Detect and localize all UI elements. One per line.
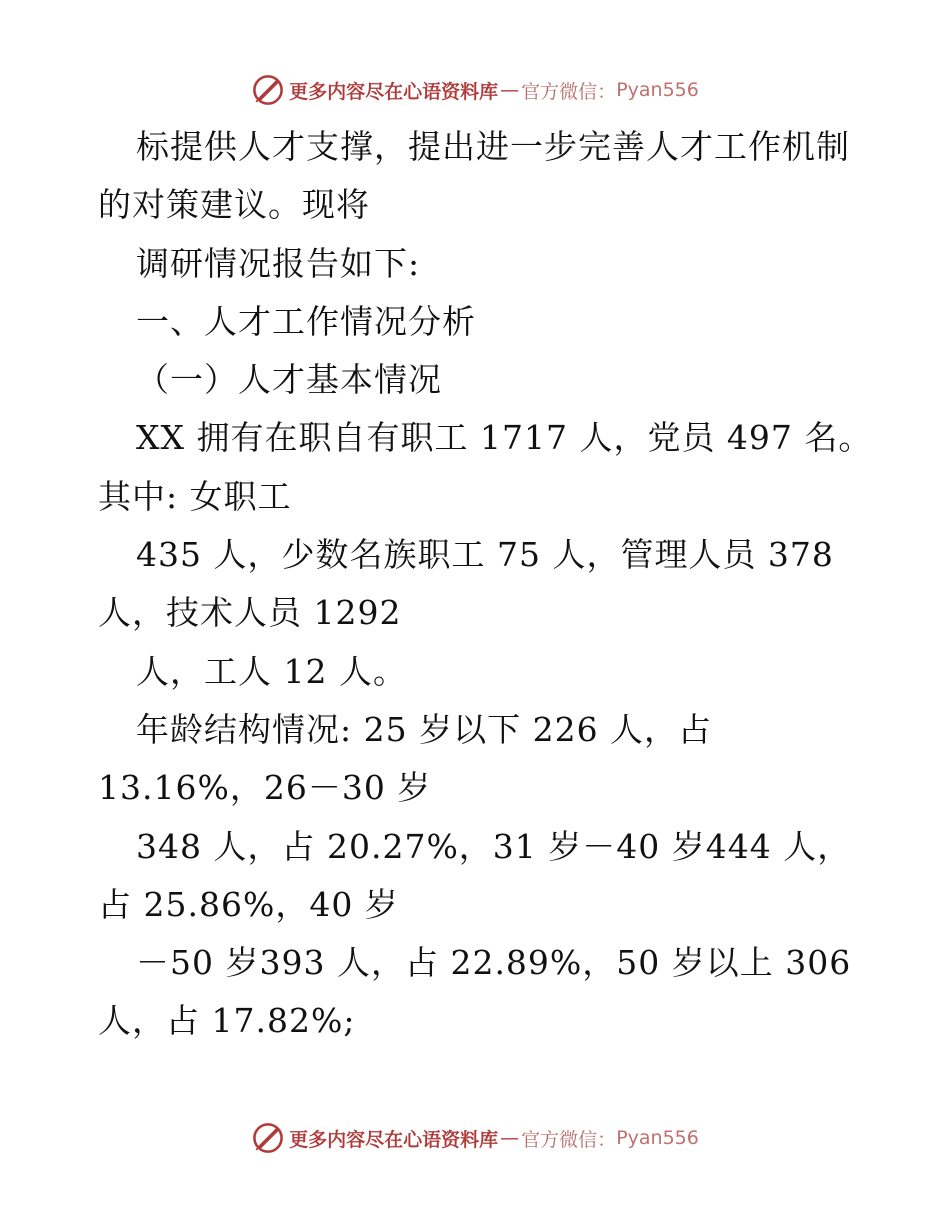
watermark-wechat-id: Pyan556: [616, 1127, 699, 1149]
watermark-dash: —: [500, 79, 520, 101]
body-line: 年龄结构情况: 25 岁以下 226 人，占: [136, 709, 713, 749]
document-body: [98, 118, 888, 1051]
body-line: 其中: 女职工: [98, 476, 292, 516]
watermark-wechat-id: Pyan556: [616, 79, 699, 101]
section-heading: 一、人才工作情况分析: [136, 301, 476, 341]
quill-logo-icon: [251, 73, 285, 107]
body-line: －50 岁393 人，占 22.89%，50 岁以上 306: [136, 943, 852, 983]
watermark-dash: —: [500, 1127, 520, 1149]
body-line: 人，占 17.82%;: [98, 1001, 356, 1041]
body-line: 人，技术人员 1292: [98, 593, 402, 633]
body-line: 13.16%，26－30 岁: [98, 768, 432, 808]
watermark-site-name: 更多内容尽在心语资料库: [289, 80, 499, 103]
body-line: XX 拥有在职自有职工 1717 人，党员 497 名。: [136, 418, 873, 458]
watermark-wechat-label: 官方微信：: [521, 1128, 617, 1151]
body-line: 的对策建议。现将: [98, 185, 370, 225]
body-line: 人，工人 12 人。: [136, 651, 407, 691]
body-line: 435 人，少数名族职工 75 人，管理人员 378: [136, 535, 834, 575]
body-line: 标提供人才支撑，提出进一步完善人才工作机制: [136, 127, 850, 166]
footer-watermark: [0, 1118, 950, 1158]
body-line: 348 人，占 20.27%，31 岁－40 岁444 人，: [136, 826, 852, 866]
quill-logo-icon: [251, 1121, 285, 1155]
subsection-heading: （一）人才基本情况: [136, 360, 442, 400]
body-line: 调研情况报告如下:: [136, 243, 421, 283]
body-line: 占 25.86%，40 岁: [98, 884, 399, 924]
watermark-wechat-label: 官方微信：: [521, 80, 617, 103]
header-watermark: [0, 70, 950, 110]
watermark-site-name: 更多内容尽在心语资料库: [289, 1128, 499, 1151]
